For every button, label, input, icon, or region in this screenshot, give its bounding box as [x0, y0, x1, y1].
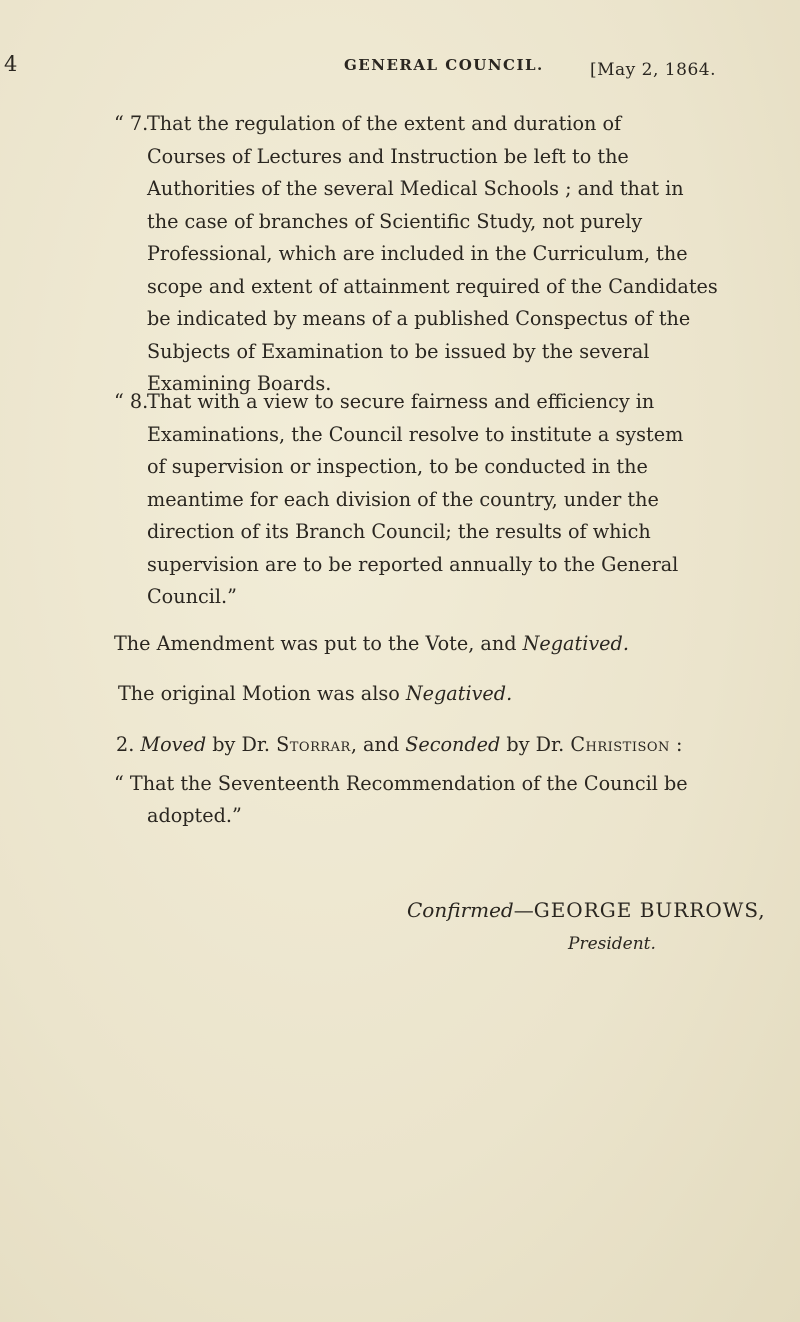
original-motion-paragraph — [118, 678, 512, 711]
motion-number: 2. — [116, 733, 135, 756]
by-text: by Dr. — [212, 733, 270, 756]
clause-line: Examining Boards. — [147, 372, 332, 395]
clause-line: Courses of Lectures and Instruction be left to the — [147, 144, 629, 168]
clause-number: “ 8. — [114, 390, 149, 413]
page-number: 4 — [4, 52, 19, 76]
quote-line: “ That the Seventeenth Recommendation of the Council be — [114, 772, 688, 795]
amendment-result: Negatived. — [522, 632, 629, 655]
motion-2-quote — [114, 768, 688, 801]
motion-2 — [116, 729, 682, 762]
clause-line: That with a view to secure fairness and efficiency in — [147, 390, 655, 413]
amendment-paragraph — [114, 628, 629, 661]
clause-line: of supervision or inspection, to be conducted in the — [147, 455, 648, 478]
clause-line: the case of branches of Scientific Study, not purely — [147, 209, 643, 233]
signatory-role: President. — [568, 934, 656, 954]
motion-2-quote-cont — [147, 800, 242, 833]
and-text: , and — [350, 733, 400, 756]
signatory-name: GEORGE BURROWS, — [533, 898, 766, 922]
seconded-label: Seconded — [405, 733, 501, 756]
colon: : — [669, 733, 683, 756]
amendment-text: The Amendment was put to the Vote, and — [114, 632, 517, 655]
clause-line: direction of its Branch Council; the results of which — [147, 520, 651, 543]
clause-line: Council.” — [147, 585, 237, 608]
clause-line: be indicated by means of a published Conspectus of the — [147, 307, 691, 330]
clause-line: Examinations, the Council resolve to institute a system — [147, 422, 684, 446]
clause-line: scope and extent of attainment required of the Candidates — [147, 274, 718, 298]
clause-line: Subjects of Examination to be issued by the several — [147, 339, 650, 363]
mover-name: Storrar — [276, 733, 351, 756]
dash: — — [513, 898, 534, 922]
page-header — [0, 52, 800, 82]
by-text: by Dr. — [506, 733, 565, 756]
clause-line: That the regulation of the extent and duration of — [147, 112, 622, 135]
clause-line: Professional, which are included in the Curriculum, the — [147, 242, 688, 265]
clause-body — [147, 108, 777, 401]
header-date: [May 2, 1864. — [590, 60, 716, 80]
confirmed-label: Confirmed — [407, 898, 514, 922]
moved-label: Moved — [140, 733, 207, 756]
clause-line: supervision are to be reported annually to the General — [147, 552, 679, 576]
signature-line — [407, 898, 766, 922]
seconder-name: Christison — [570, 733, 670, 756]
original-motion-text: The original Motion was also — [118, 682, 400, 705]
original-motion-result: Negatived. — [405, 682, 513, 705]
quote-line: adopted.” — [147, 804, 242, 827]
clause-line: meantime for each division of the country, under the — [147, 487, 659, 511]
running-title: GENERAL COUNCIL. — [344, 56, 544, 74]
clause-body — [147, 386, 777, 614]
clause-number: “ 7. — [114, 112, 149, 135]
clause-line: Authorities of the several Medical Schools ; and that in — [147, 177, 684, 200]
